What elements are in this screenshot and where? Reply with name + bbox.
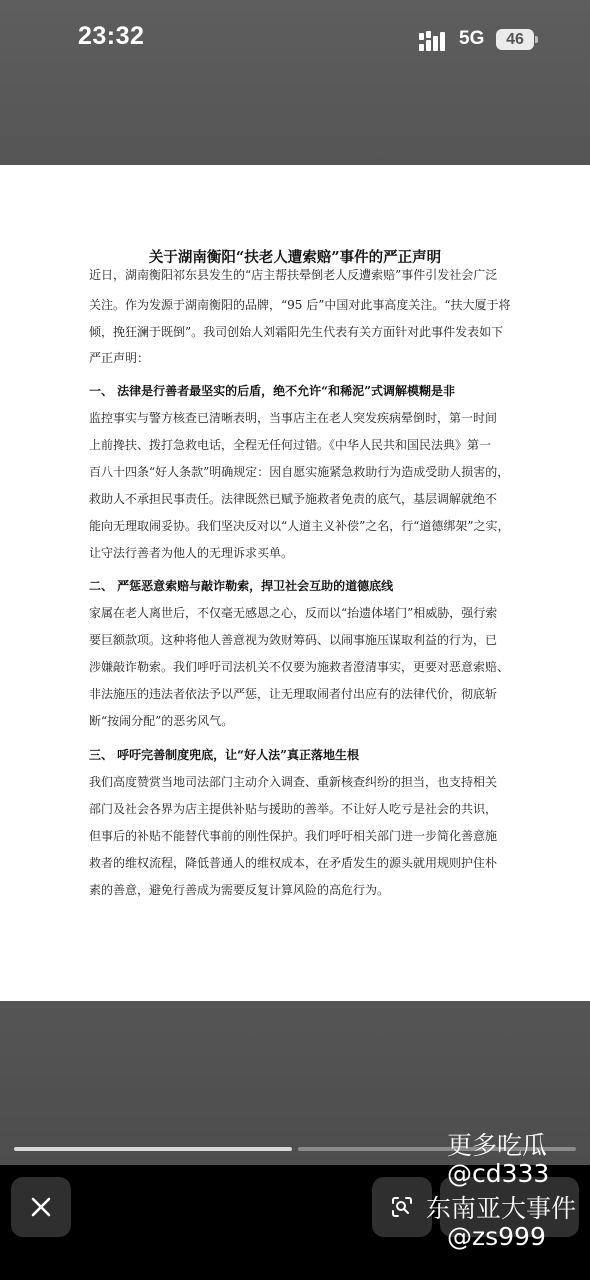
section-line: 救者的维权流程，降低普通人的维权成本，在矛盾发生的源头就用规则护住朴 [89,856,498,870]
document-page [0,165,590,1001]
status-bar [0,0,590,80]
watermark-line: @cd333 [447,1159,550,1188]
section-line: 但事后的补贴不能替代事前的刚性保护。我们呼吁相关部门进一步简化善意施 [89,829,498,843]
document-title: 关于湖南衡阳“扶老人遭索赔”事件的严正声明 [148,249,442,266]
intro-line: 严正声明： [89,351,150,365]
intro-line: 关注。作为发源于湖南衡阳的品牌，“95 后”中国对此事高度关注。“扶大厦于将 [89,298,511,312]
watermark-line: 东南亚大事件 [426,1194,577,1223]
section-line: 断“按闹分配”的恶劣风气。 [89,714,234,728]
watermark-line: 更多吃瓜 [447,1131,548,1160]
section-line: 非法施压的违法者依法予以严惩，让无理取闹者付出应有的法律代价，彻底斩 [89,687,498,701]
section-line: 部门及社会各界为店主提供补贴与援助的善举。不让好人吃亏是社会的共识， [89,802,498,816]
intro-line: 近日，湖南衡阳祁东县发生的“店主帮扶晕倒老人反遭索赔”事件引发社会广泛 [89,268,498,282]
section-line: 家属在老人离世后，不仅毫无感恩之心，反而以“抬遗体堵门”相威胁，强行索 [89,606,498,620]
section-heading: 一、 法律是行善者最坚实的后盾，绝不允许“和稀泥”式调解模糊是非 [89,384,455,398]
intro-line: 倾，挽狂澜于既倒”。我司创始人刘霜阳先生代表有关方面针对此事件发表如下 [89,325,504,339]
status-time: 23:32 [78,22,145,50]
section-heading: 三、 呼吁完善制度兜底，让“好人法”真正落地生根 [89,748,359,762]
close-button[interactable] [11,1177,71,1237]
progress-segment-current [14,1147,292,1151]
section-line: 素的善意，避免行善成为需要反复计算风险的高危行为。 [89,883,390,897]
section-line: 救助人不承担民事责任。法律既然已赋予施救者免责的底气，基层调解就绝不 [89,492,498,506]
section-line: 涉嫌敲诈勒索。我们呼吁司法机关不仅要为施救者澄清事实，更要对恶意索赔、 [89,660,510,674]
battery-icon: 46 [496,29,534,50]
close-icon [29,1195,53,1219]
section-line: 要巨额款项。这种将他人善意视为敛财筹码、以闹事施压谋取利益的行为，已 [89,633,498,647]
section-line: 让守法行善者为他人的无理诉求买单。 [89,546,294,560]
section-line: 上前搀扶、拨打急救电话，全程无任何过错。《中华人民共和国民法典》第一 [89,438,492,452]
network-type: 5G [459,28,485,49]
section-heading: 二、 严惩恶意索赔与敲诈勒索，捍卫社会互助的道德底线 [89,579,394,593]
watermark-line: @zs999 [447,1222,546,1251]
section-line: 能向无理取闹妥协。我们坚决反对以“人道主义补偿”之名，行“道德绑架”之实， [89,519,510,533]
section-line: 监控事实与警方核查已清晰表明，当事店主在老人突发疾病晕倒时，第一时间 [89,411,498,425]
scan-button[interactable] [372,1177,432,1237]
section-line: 百八十四条“好人条款”明确规定：因自愿实施紧急救助行为造成受助人损害的， [89,465,510,479]
scan-icon [390,1195,414,1219]
battery-tip [535,36,538,43]
signal-icon [419,31,451,51]
section-line: 我们高度赞赏当地司法部门主动介入调查、重新核查纠纷的担当，也支持相关 [89,775,498,789]
